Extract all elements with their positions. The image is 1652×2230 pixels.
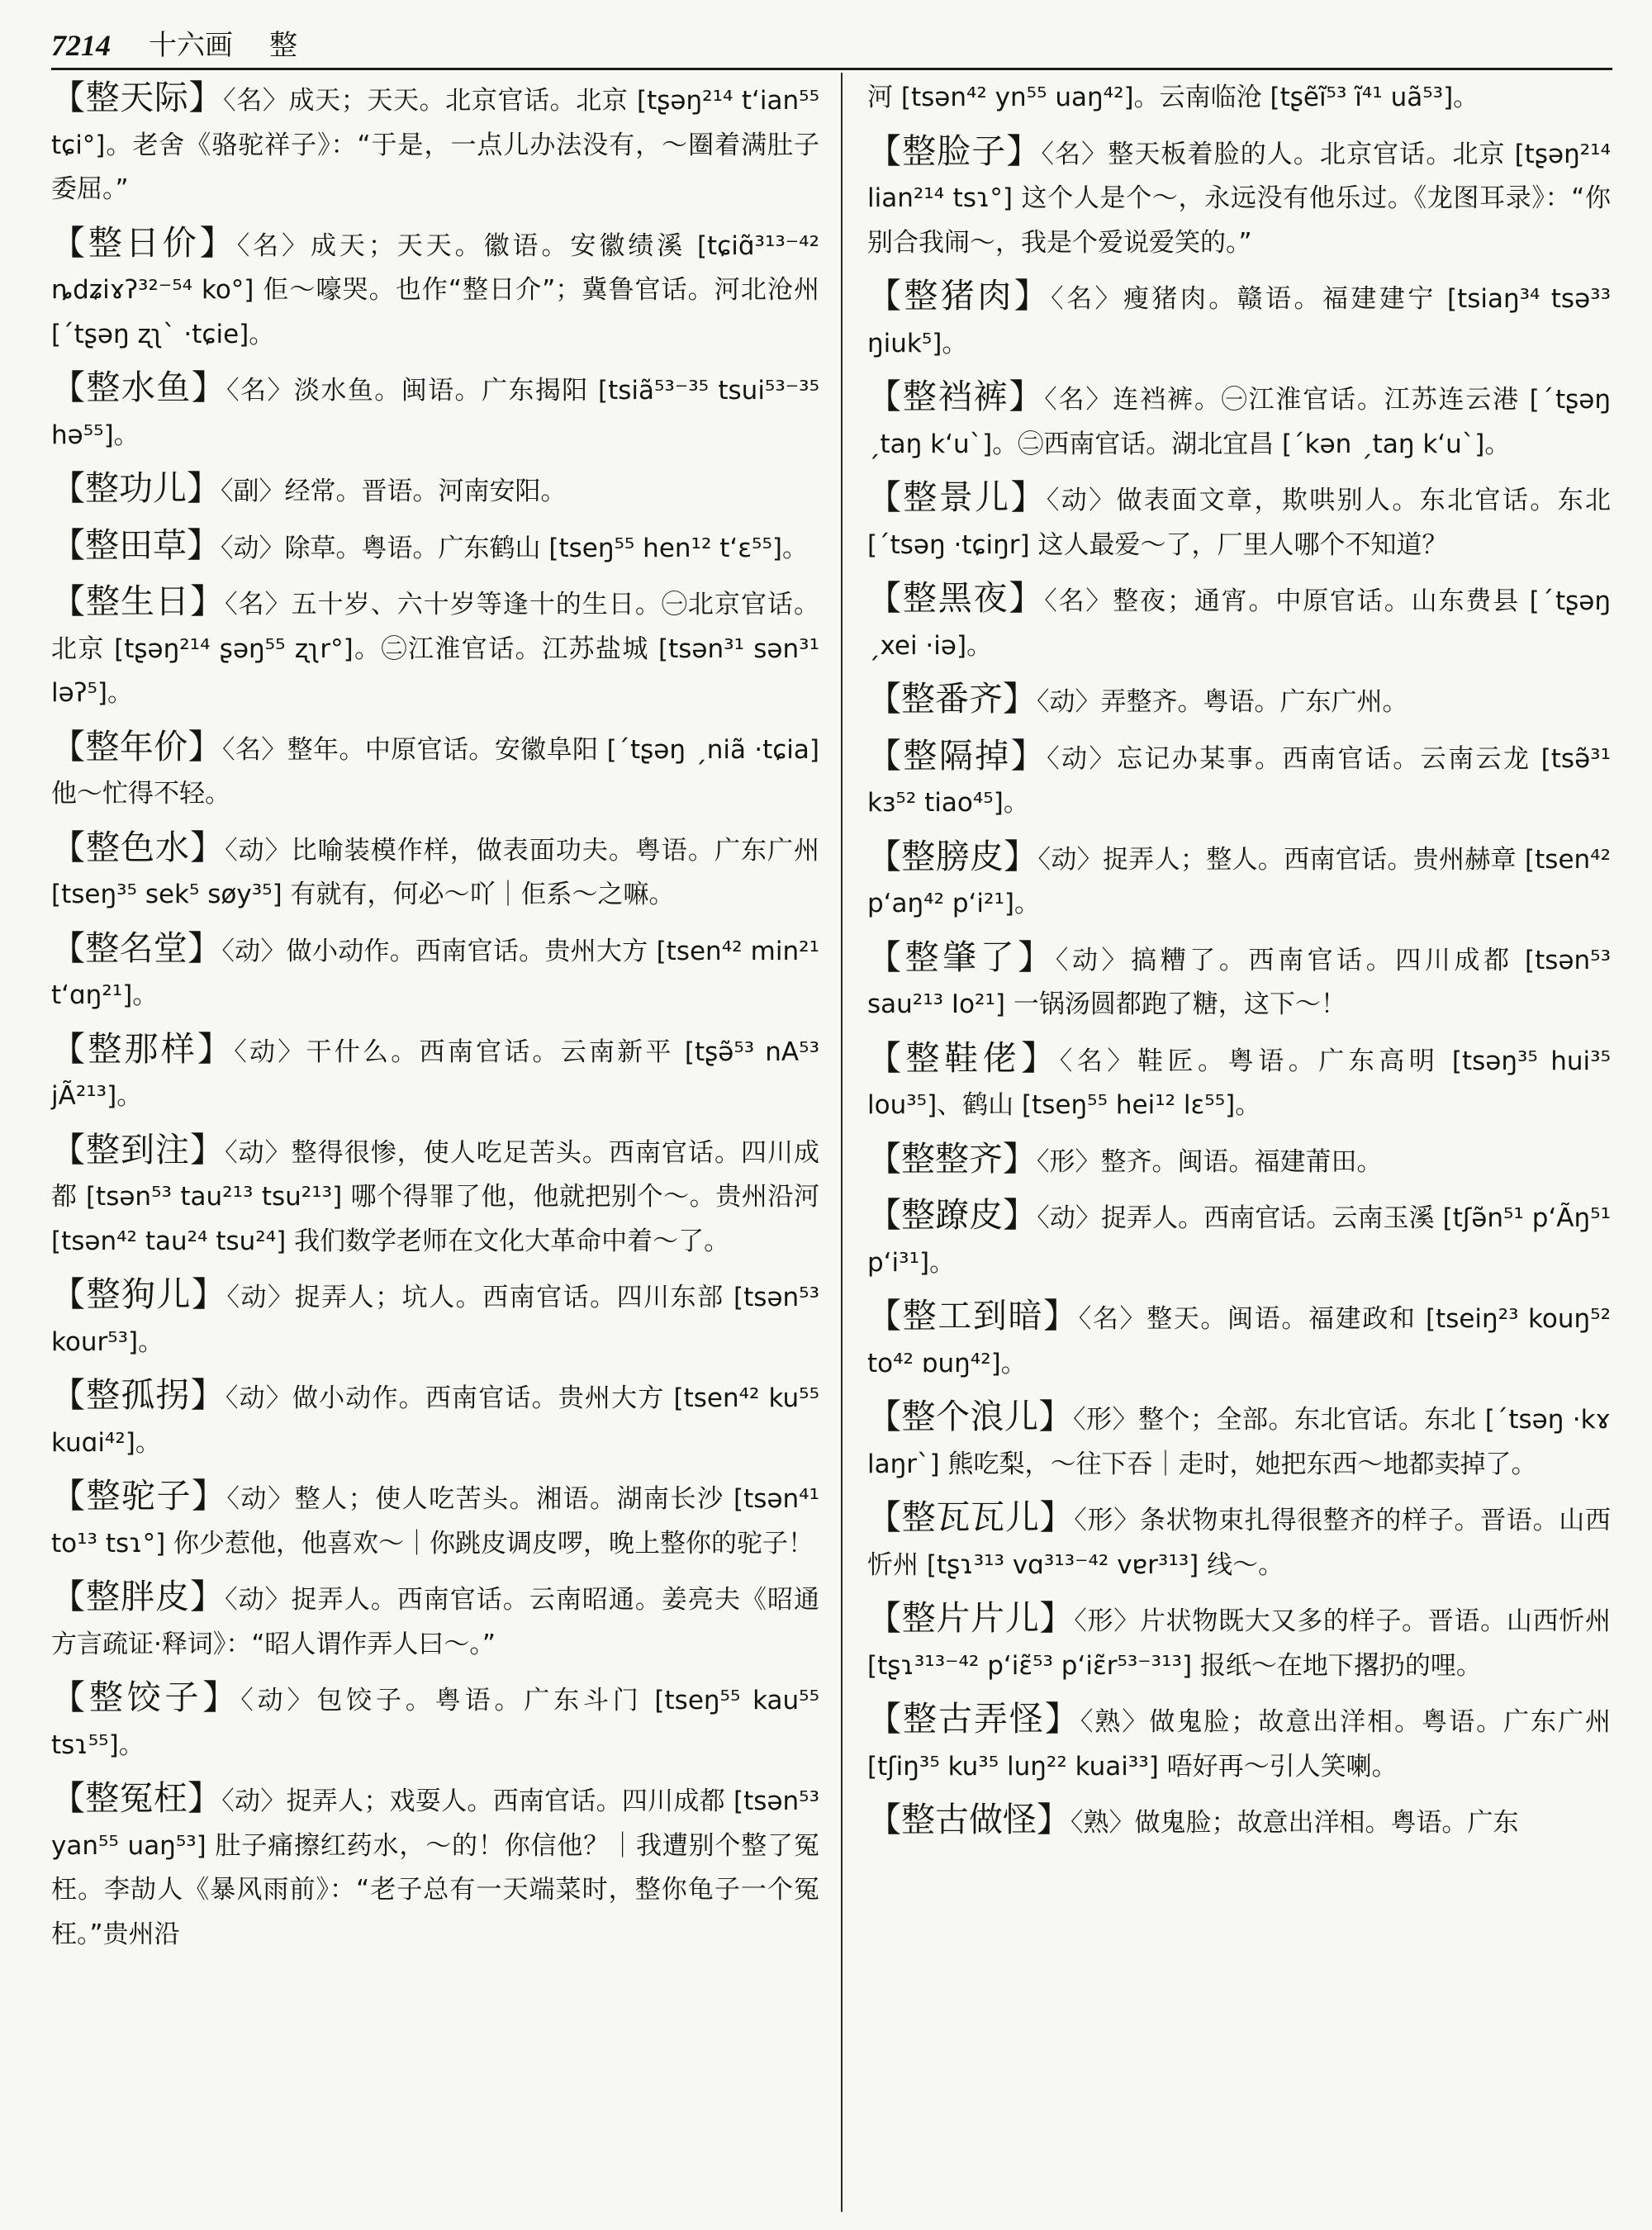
entry-part-of-speech: 〈动〉: [1037, 1203, 1101, 1233]
entry-part-of-speech: 〈动〉: [225, 1137, 292, 1168]
entry-headword: 【整到注】: [51, 1129, 225, 1170]
entry-headword: 【整年价】: [51, 726, 222, 766]
entry-definition: 整得很惨，使人吃足苦头。西南官话。四川成都 [tsən⁵³ tau²¹³ tsu²¹³] 哪个得罪了他，他就把别个～。贵州沿河 [tsən⁴² tau²⁴ tsu²⁴] 我们数学老师在文化大革命中着～了。: [51, 1137, 820, 1256]
dictionary-entry: [51, 1128, 819, 1264]
entry-definition: 河 [tsən⁴² yn⁵⁵ uaŋ⁴²]。云南临沧 [tʂẽĩ⁵³ ĩ⁴¹ uã⁵³]。: [867, 83, 1479, 112]
entry-headword: 【整古做怪】: [867, 1800, 1070, 1839]
dictionary-entry: [867, 1037, 1611, 1128]
entry-headword: 【整个浪儿】: [867, 1397, 1073, 1436]
entry-definition: 淡水鱼。闽语。广东揭阳 [tsiã⁵³⁻³⁵ tsui⁵³⁻³⁵ hə⁵⁵]。: [51, 376, 820, 450]
entry-headword: 【整蹽皮】: [867, 1195, 1037, 1235]
dictionary-entry: [51, 1777, 819, 1957]
dictionary-entry: [51, 221, 819, 358]
section-title: 十六画: [149, 29, 233, 62]
entry-definition: 成天；天天。徽语。安徽绩溪 [tɕiɑ̃³¹³⁻⁴² ȵdʑiɤʔ³²⁻⁵⁴ ko°] 佢～嚎哭。也作“整日介”；冀鲁官话。河北沧州 [ˊtʂəŋ ʐʅˋ ·tɕie]。: [51, 230, 820, 349]
entry-definition: 做小动作。西南官话。贵州大方 [tsen⁴² min²¹ tʻɑŋ²¹]。: [51, 936, 819, 1010]
dictionary-entry: [51, 1027, 819, 1119]
entry-definition: 五十岁、六十岁等逢十的生日。㊀北京官话。北京 [tʂəŋ²¹⁴ ʂəŋ⁵⁵ ʐʅr°]。㊁江淮官话。江苏盐城 [tsən³¹ sən³¹ ləʔ⁵]。: [51, 590, 820, 708]
entry-headword: 【整鞋佬】: [867, 1037, 1060, 1078]
entry-headword: 【整胖皮】: [51, 1577, 225, 1616]
dictionary-entry: [51, 725, 819, 817]
entry-part-of-speech: 〈熟〉: [1070, 1808, 1135, 1838]
entry-definition: 整个；全部。东北官话。东北 [ˊtsəŋ ·kɤ laŋrˋ] 熊吃梨，～往下吞｜走时，她把东西～地都卖掉了。: [867, 1405, 1612, 1479]
dictionary-entry: [51, 580, 819, 716]
entry-part-of-speech: 〈形〉: [1037, 1146, 1101, 1177]
entry-headword: 【整片片儿】: [867, 1598, 1075, 1638]
entry-part-of-speech: 〈动〉: [225, 835, 292, 866]
entry-part-of-speech: 〈动〉: [226, 1484, 295, 1514]
entry-part-of-speech: 〈形〉: [1074, 1506, 1140, 1535]
entry-definition: 除草。粤语。广东鹤山 [tseŋ⁵⁵ hen¹² tʻɛ⁵⁵]。: [284, 533, 808, 563]
entry-definition: 片状物既大又多的样子。晋语。山西忻州 [tʂɿ³¹³⁻⁴² pʻiɛ̃⁵³ pʻiɛ̃r⁵³⁻³¹³] 报纸～在地下撂扔的哩。: [867, 1606, 1612, 1681]
entry-definition: 做鬼脸；故意出洋相。粤语。广东广州 [tʃiŋ³⁵ ku³⁵ luŋ²² kuai³³] 唔好再～引人笑喇。: [867, 1707, 1612, 1782]
dictionary-entry: [867, 1697, 1611, 1789]
entry-part-of-speech: 〈名〉: [1044, 586, 1113, 616]
right-column: [867, 76, 1611, 1855]
entry-definition: 捉弄人。西南官话。云南昭通。姜亮夫《昭通方言疏证·释词》：“昭人谓作弄人曰～。”: [51, 1585, 820, 1659]
entry-headword: 【整名堂】: [51, 928, 222, 968]
entry-headword: 【整猪肉】: [867, 276, 1051, 316]
entry-definition: 干什么。西南官话。云南新平 [tʂə̃⁵³ nA⁵³ jÃ²¹³]。: [51, 1037, 819, 1111]
entry-part-of-speech: 〈动〉: [234, 1037, 306, 1067]
dictionary-entry: [867, 576, 1611, 668]
entry-headword: 【整肇了】: [867, 937, 1056, 977]
dictionary-entry: [867, 734, 1611, 826]
dictionary-entry: [867, 375, 1611, 467]
entry-headword: 【整饺子】: [51, 1677, 241, 1717]
left-column: [51, 76, 819, 1966]
entry-part-of-speech: 〈名〉: [236, 230, 311, 261]
entry-definition: 捉弄人；坑人。西南官话。四川东部 [tsən⁵³ kour⁵³]。: [51, 1283, 820, 1357]
entry-part-of-speech: 〈名〉: [1059, 1046, 1137, 1076]
entry-definition: 经常。晋语。河南安阳。: [284, 477, 567, 506]
entry-definition: 连裆裤。㊀江淮官话。江苏连云港 [ˊtʂəŋ ˏtaŋ kʻuˋ]。㊁西南官话。湖北宜昌 [ˊkən ˏtaŋ kʻuˋ]。: [867, 385, 1611, 459]
dictionary-entry: [867, 936, 1611, 1027]
entry-part-of-speech: 〈动〉: [1037, 844, 1103, 875]
entry-part-of-speech: 〈名〉: [1041, 139, 1108, 169]
dictionary-entry: [51, 1374, 819, 1465]
dictionary-entry: [867, 1193, 1611, 1285]
entry-definition: 忘记办某事。西南官话。云南云龙 [tsə̃³¹ kɜ⁵² tiao⁴⁵]。: [867, 743, 1612, 818]
entry-headword: 【整那样】: [51, 1028, 235, 1069]
entry-headword: 【整整齐】: [867, 1138, 1037, 1179]
dictionary-entry: [867, 274, 1611, 366]
dictionary-entry: [867, 1137, 1611, 1185]
dictionary-entry: [867, 1395, 1611, 1487]
entry-headword: 【整工到暗】: [867, 1296, 1079, 1336]
dictionary-entry: [867, 1597, 1611, 1688]
dictionary-entry: [51, 1273, 819, 1364]
dictionary-entry: [867, 1294, 1611, 1386]
entry-headword: 【整番齐】: [867, 679, 1037, 719]
entry-definition: 捉弄人；戏耍人。西南官话。四川成都 [tsən⁵³ yan⁵⁵ uaŋ⁵³] 肚子痛擦红药水，～的！你信他？｜我遭别个整了冤枉。李劼人《暴风雨前》：“老子总有一天端菜时，整你龟子一个冤枉。”贵州沿: [51, 1786, 820, 1949]
entry-headword: 【整孤拐】: [51, 1375, 225, 1415]
entry-headword: 【整隔掉】: [867, 735, 1047, 776]
entry-part-of-speech: 〈动〉: [240, 1686, 317, 1715]
entry-definition: 整齐。闽语。福建莆田。: [1100, 1146, 1383, 1177]
dictionary-entry: [867, 476, 1611, 567]
entry-part-of-speech: 〈形〉: [1072, 1405, 1138, 1435]
entry-part-of-speech: 〈动〉: [225, 1383, 292, 1413]
entry-part-of-speech: 〈名〉: [1051, 284, 1123, 314]
entry-headword: 【整膀皮】: [867, 836, 1038, 876]
dictionary-entry: [867, 76, 1611, 121]
entry-part-of-speech: 〈动〉: [1037, 687, 1101, 717]
entry-headword: 【整古弄怪】: [867, 1699, 1080, 1739]
entry-definition: 成天；天天。北京官话。北京 [tʂəŋ²¹⁴ tʻian⁵⁵ tɕi°]。老舍《骆驼祥子》：“于是，一点儿办法没有，～圈着满肚子委屈。”: [51, 86, 820, 204]
entry-part-of-speech: 〈名〉: [225, 590, 292, 619]
dictionary-entry: [51, 366, 819, 458]
entry-definition: 鞋匠。粤语。广东高明 [tsəŋ³⁵ hui³⁵ lou³⁵]、鹤山 [tseŋ⁵⁵ hei¹² lɛ⁵⁵]。: [867, 1046, 1612, 1120]
entry-headword: 【整日价】: [51, 222, 237, 263]
entry-part-of-speech: 〈名〉: [221, 734, 287, 765]
entry-part-of-speech: 〈动〉: [1047, 743, 1117, 774]
dictionary-entry: [867, 677, 1611, 725]
dictionary-entry: [867, 1798, 1611, 1846]
entry-definition: 弄整齐。粤语。广东广州。: [1100, 687, 1408, 717]
dictionary-entry: [867, 1496, 1611, 1587]
entry-headword: 【整狗儿】: [51, 1274, 227, 1314]
entry-part-of-speech: 〈动〉: [226, 1283, 295, 1312]
entry-headword: 【整冤枉】: [51, 1778, 222, 1818]
dictionary-entry: [51, 524, 819, 572]
page-number: 7214: [51, 29, 111, 62]
entry-definition: 搞糟了。西南官话。四川成都 [tsən⁵³ sau²¹³ Io²¹] 一锅汤圆都跑了糖，这下～！: [867, 945, 1612, 1019]
dictionary-entry: [51, 1474, 819, 1566]
entry-definition: 整天板着脸的人。北京官话。北京 [tʂəŋ²¹⁴ lian²¹⁴ tsɿ°] 这个人是个～，永远没有他乐过。《龙图耳录》：“你别合我闹～，我是个爱说爱笑的。”: [867, 139, 1611, 258]
dictionary-entry: [51, 826, 819, 918]
entry-part-of-speech: 〈动〉: [1046, 486, 1117, 515]
entry-headword: 【整驼子】: [51, 1476, 227, 1516]
entry-definition: 整年。中原官话。安徽阜阳 [ˊtʂəŋ ˏniã ·tɕia] 他～忙得不轻。: [51, 734, 820, 809]
entry-definition: 整人；使人吃苦头。湘语。湖南长沙 [tsən⁴¹ to¹³ tsɿ°] 你少惹他，他喜欢～｜你跳皮调皮啰，晚上整你的驼子！: [51, 1484, 820, 1559]
entry-definition: 捉弄人；整人。西南官话。贵州赫章 [tsen⁴² pʻaŋ⁴² pʻi²¹]。: [867, 844, 1612, 918]
dictionary-entry: [51, 76, 819, 212]
entry-headword: 【整田草】: [51, 524, 221, 565]
header-rule: [51, 68, 1612, 70]
entry-definition: 包饺子。粤语。广东斗门 [tseŋ⁵⁵ kau⁵⁵ tsɿ⁵⁵]。: [51, 1686, 819, 1760]
entry-headword: 【整色水】: [51, 827, 225, 867]
entry-headword: 【整天际】: [51, 78, 224, 117]
entry-definition: 整夜；通宵。中原官话。山东费县 [ˊtʂəŋ ˏxei ·iə]。: [867, 586, 1611, 661]
entry-part-of-speech: 〈动〉: [221, 1786, 287, 1816]
entry-part-of-speech: 〈动〉: [221, 936, 287, 966]
entry-definition: 比喻装模作样，做表面功夫。粤语。广东广州 [tseŋ³⁵ sek⁵ søy³⁵] 有就有，何必～吖｜佢系～之嘛。: [51, 835, 820, 909]
entry-headword: 【整黑夜】: [867, 578, 1045, 618]
entry-part-of-speech: 〈名〉: [1078, 1304, 1147, 1334]
column-divider: [841, 73, 843, 2212]
dictionary-entry: [867, 130, 1611, 266]
section-char: 整: [269, 29, 297, 62]
dictionary-entry: [867, 835, 1611, 927]
entry-headword: 【整脸子】: [867, 130, 1042, 171]
entry-definition: 瘦猪肉。赣语。福建建宁 [tsiaŋ³⁴ tsə³³ ŋiuk⁵]。: [867, 284, 1612, 358]
entry-part-of-speech: 〈熟〉: [1080, 1707, 1150, 1737]
dictionary-entry: [51, 927, 819, 1018]
entry-part-of-speech: 〈名〉: [1044, 385, 1113, 415]
entry-part-of-speech: 〈动〉: [221, 533, 285, 563]
entry-headword: 【整水鱼】: [51, 368, 227, 407]
entry-definition: 条状物束扎得很整齐的样子。晋语。山西忻州 [tʂɿ³¹³ vɑ³¹³⁻⁴² vɐr³¹³] 线～。: [867, 1506, 1612, 1580]
entry-headword: 【整景儿】: [867, 477, 1047, 517]
entry-part-of-speech: 〈名〉: [223, 86, 289, 116]
entry-part-of-speech: 〈副〉: [221, 477, 285, 506]
dictionary-entry: [51, 1575, 819, 1667]
entry-headword: 【整生日】: [51, 581, 225, 621]
dictionary-entry: [51, 467, 819, 515]
entry-definition: 捉弄人。西南官话。云南玉溪 [tʃə̃n⁵¹ pʻÃŋ⁵¹ pʻi³¹]。: [867, 1203, 1612, 1278]
entry-part-of-speech: 〈形〉: [1074, 1606, 1140, 1636]
entry-headword: 【整功儿】: [51, 468, 221, 508]
entry-definition: 整天。闽语。福建政和 [tseiŋ²³ kouŋ⁵² to⁴² ɒuŋ⁴²]。: [867, 1304, 1611, 1378]
entry-part-of-speech: 〈名〉: [226, 376, 294, 406]
entry-definition: 做鬼脸；故意出洋相。粤语。广东: [1134, 1808, 1519, 1838]
entry-part-of-speech: 〈动〉: [225, 1585, 292, 1615]
dictionary-entry: [51, 1676, 819, 1767]
entry-headword: 【整瓦瓦儿】: [867, 1497, 1075, 1537]
entry-part-of-speech: 〈动〉: [1055, 945, 1132, 975]
entry-headword: 【整裆裤】: [867, 377, 1045, 416]
entry-definition: 做表面文章，欺哄别人。东北官话。东北 [ˊtsəŋ ·tɕiŋr] 这人最爱～了，厂里人哪个不知道？: [867, 486, 1612, 560]
entry-definition: 做小动作。西南官话。贵州大方 [tsen⁴² ku⁵⁵ kuɑi⁴²]。: [51, 1383, 820, 1458]
page-header: [51, 20, 1612, 63]
